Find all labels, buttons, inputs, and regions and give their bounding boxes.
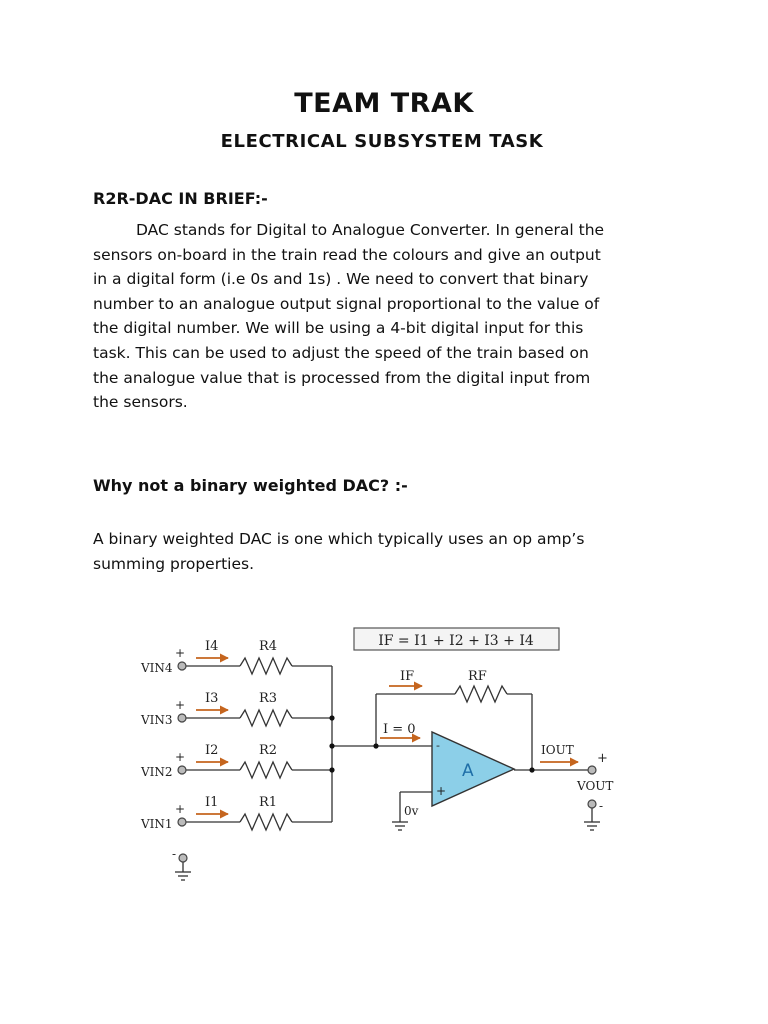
equation-box <box>354 628 559 650</box>
plus-sign: + <box>175 698 186 712</box>
op-amp-inverting-sign: - <box>436 739 440 752</box>
page-subtitle: ELECTRICAL SUBSYSTEM TASK <box>220 131 544 152</box>
equation-text: IF = I1 + I2 + I3 + I4 <box>378 633 534 649</box>
vin3-label: VIN3 <box>141 713 173 727</box>
i1-label: I1 <box>205 795 219 810</box>
iout-label: IOUT <box>541 743 574 757</box>
input-branches <box>183 658 592 872</box>
op-amp-label: A <box>462 761 474 781</box>
circuit-labels <box>140 639 613 861</box>
i4-label: I4 <box>205 639 219 654</box>
resistor-r1 <box>240 814 292 830</box>
page-title: TEAM TRAK <box>294 88 474 119</box>
resistor-r4 <box>240 658 292 674</box>
op-amp <box>432 732 514 806</box>
resistor-rf <box>455 686 507 702</box>
r1-label: R1 <box>259 795 278 810</box>
paragraph-line: the sensors. <box>93 393 188 412</box>
vin4-label: VIN4 <box>141 661 173 675</box>
ground-symbol-input <box>175 872 191 880</box>
vin2-label: VIN2 <box>141 765 173 779</box>
rf-label: RF <box>468 669 487 684</box>
paragraph-line: the digital number. We will be using a 4-bit digital input for this <box>93 319 584 338</box>
resistor-r3 <box>240 710 292 726</box>
paragraph-line: A binary weighted DAC is one which typically uses an op amp’s <box>93 530 585 548</box>
ground-0v-label: 0v <box>404 804 419 818</box>
i2-label: I2 <box>205 743 219 758</box>
input-ground-minus-sign: - <box>172 847 177 861</box>
output-plus-sign: + <box>597 751 608 766</box>
vin1-label: VIN1 <box>141 817 173 831</box>
plus-sign: + <box>175 802 186 816</box>
output-minus-sign: - <box>599 799 604 813</box>
ground-symbol-opamp <box>392 822 408 830</box>
terminals <box>178 662 596 862</box>
op-amp-noninverting-sign: + <box>436 784 447 798</box>
r3-label: R3 <box>259 691 278 706</box>
i3-label: I3 <box>205 691 219 706</box>
r4-label: R4 <box>259 639 278 654</box>
paragraph-line: sensors on-board in the train read the colours and give an output <box>93 245 601 264</box>
section-heading-binary-weighted: Why not a binary weighted DAC? :- <box>93 476 408 495</box>
paragraph-line: summing properties. <box>93 554 255 573</box>
vout-label: VOUT <box>577 779 614 793</box>
ground-symbol-output <box>584 822 600 830</box>
paragraph-line: task. This can be used to adjust the speed of the train based on <box>93 343 589 362</box>
node-current-label: I = 0 <box>383 722 416 737</box>
plus-sign: + <box>175 646 186 660</box>
paragraph-line: in a digital form (i.e 0s and 1s) . We need to convert that binary <box>93 270 589 289</box>
paragraph-line: DAC stands for Digital to Analogue Converter. In general the <box>136 221 605 239</box>
resistor-r2 <box>240 762 292 778</box>
plus-sign: + <box>175 750 186 764</box>
paragraph-line: number to an analogue output signal proportional to the value of <box>93 294 600 313</box>
paragraph-line: the analogue value that is processed from the digital input from <box>93 368 591 387</box>
section-heading-r2r: R2R-DAC IN BRIEF:- <box>93 189 268 208</box>
if-label: IF <box>400 669 415 684</box>
r2-label: R2 <box>259 743 278 758</box>
